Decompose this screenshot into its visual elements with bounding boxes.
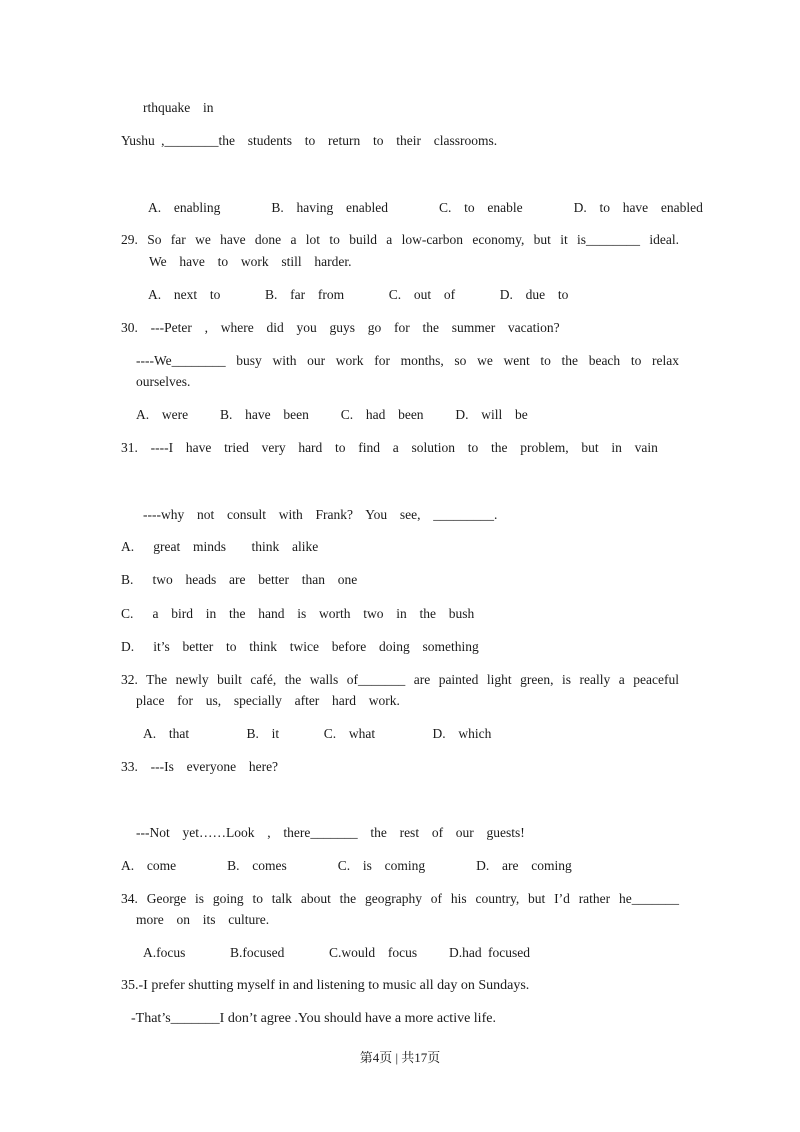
q30-stem-line-3: ourselves. (136, 374, 191, 389)
q33-stem-line-1: 33. ---Is everyone here? (121, 759, 279, 774)
q29-stem-line-2: We have to work still harder. (149, 254, 352, 269)
q35-stem-line-2: -That’s_______I don’t agree .You should have a more active life. (131, 1011, 496, 1026)
page-number-footer: 第4页 | 共17页 (359, 1050, 441, 1065)
q29-stem-line-1: 29. So far we have done a lot to build a low-carbon economy, but it is________ ideal. (121, 232, 679, 247)
q28-sentence-line: Yushu ,________the students to return to their classrooms. (121, 133, 498, 148)
q33-stem-line-2: ---Not yet……Look , there_______ the rest of our guests! (136, 825, 525, 840)
q30-options: A. were B. have been C. had been D. will be (136, 407, 528, 422)
q31-option-c: C. a bird in the hand is worth two in the bush (121, 606, 475, 621)
q34-options: A.focus B.focused C.would focus D.had focused (143, 945, 530, 960)
q31-option-a: A. great minds think alike (121, 539, 319, 554)
q31-option-d: D. it’s better to think twice before doing something (121, 639, 479, 654)
q34-stem-line-2: more on its culture. (136, 912, 270, 927)
q28-continuation-line: rthquake in (143, 100, 214, 115)
q31-option-b: B. two heads are better than one (121, 572, 358, 587)
q31-stem-line-1: 31. ----I have tried very hard to find a solution to the problem, but in vain (121, 440, 658, 455)
q32-stem-line-2: place for us, specially after hard work. (136, 693, 400, 708)
q30-stem-line-1: 30. ---Peter , where did you guys go for the summer vacation? (121, 320, 560, 335)
q34-stem-line-1: 34. George is going to talk about the geography of his country, but I’d rather he_______ (121, 891, 679, 906)
q32-stem-line-1: 32. The newly built café, the walls of_______ are painted light green, is really a peaceful (121, 672, 679, 687)
q29-options: A. next to B. far from C. out of D. due to (148, 287, 569, 302)
q35-stem-line-1: 35.-I prefer shutting myself in and listening to music all day on Sundays. (121, 978, 530, 993)
q33-options: A. come B. comes C. is coming D. are coming (121, 858, 572, 873)
q30-stem-line-2: ----We________ busy with our work for months, so we went to the beach to relax (136, 353, 679, 368)
q32-options: A. that B. it C. what D. which (143, 726, 492, 741)
q28-options: A. enabling B. having enabled C. to enable D. to have enabled (148, 200, 703, 215)
q31-stem-line-2: ----why not consult with Frank? You see, _________. (143, 507, 498, 522)
